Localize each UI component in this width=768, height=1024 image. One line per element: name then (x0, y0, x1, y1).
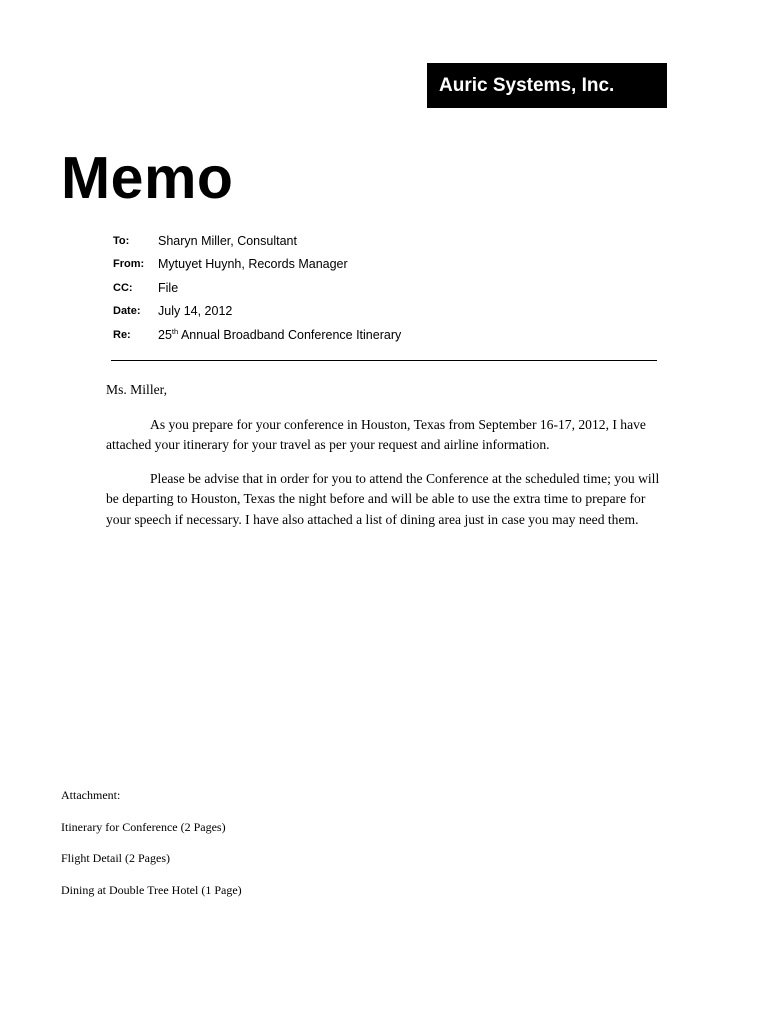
re-value (158, 328, 401, 342)
attachment-item: Flight Detail (2 Pages) (61, 851, 170, 865)
re-ordinal-number: 25 (158, 327, 172, 342)
re-subject: Annual Broadband Conference Itinerary (178, 327, 402, 342)
salutation: Ms. Miller, (106, 382, 168, 397)
date-label: Date: (113, 305, 141, 318)
cc-label: CC: (113, 281, 133, 294)
re-ordinal-suffix: th (171, 326, 179, 336)
attachment-item: Itinerary for Conference (2 Pages) (61, 819, 226, 834)
attachment-item: Dining at Double Tree Hotel (1 Page) (61, 882, 242, 897)
header-row-to (113, 229, 401, 253)
to-value: Sharyn Miller, Consultant (158, 233, 297, 248)
memo-title: Memo (61, 145, 234, 211)
header-divider (111, 360, 657, 361)
attachments-section (61, 787, 242, 913)
cc-value: File (158, 280, 179, 295)
header-row-re (113, 323, 401, 347)
to-label: To: (113, 234, 130, 247)
re-label: Re: (113, 328, 131, 341)
attachments-heading: Attachment: (61, 788, 121, 802)
date-value: July 14, 2012 (158, 304, 233, 319)
memo-body (106, 380, 666, 543)
memo-header (113, 229, 401, 347)
from-value: Mytuyet Huynh, Records Manager (158, 257, 348, 272)
header-row-from (113, 253, 401, 277)
body-paragraph: As you prepare for your conference in Houston, Texas from September 16-17, 2012, I have attached your itinerary for your travel as per your request and airline information. (106, 416, 646, 452)
header-row-date (113, 300, 401, 324)
company-logo-box (427, 63, 667, 108)
from-label: From: (113, 258, 145, 271)
header-row-cc (113, 276, 401, 300)
body-paragraph: Please be advise that in order for you to attend the Conference at the scheduled time; you will be departing to Houston, Texas the night before and will be able to use the extra time to prepare for your speech if necessary. I have also attached a list of dining area just in case you may need them. (106, 470, 660, 527)
company-name: Auric Systems, Inc. (439, 75, 615, 96)
